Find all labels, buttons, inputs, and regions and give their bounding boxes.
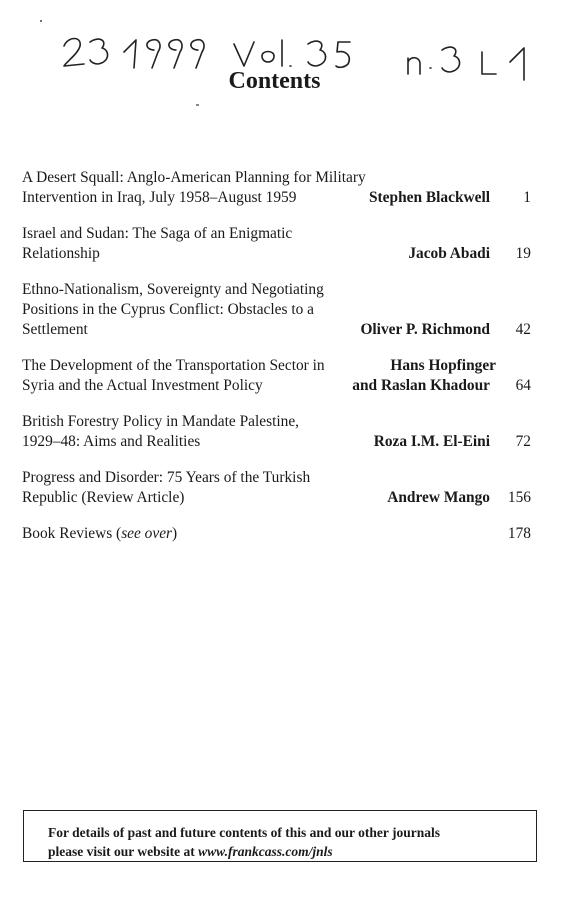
entry-author-first: Hans Hopfinger (390, 357, 496, 374)
entry-page-number: 42 (515, 321, 531, 338)
toc-entry (22, 168, 531, 208)
scan-speck (196, 104, 199, 106)
book-reviews-note: see over (121, 525, 173, 542)
website-notice-prefix: please visit our website at (48, 844, 199, 859)
entry-page-number: 1 (523, 189, 531, 206)
entry-page-number: 156 (507, 489, 531, 506)
entry-title-line: Ethno-Nationalism, Sovereignty and Negotiating (22, 281, 324, 298)
website-notice-line2 (48, 842, 440, 861)
entry-title-line: Intervention in Iraq, July 1958–August 1959 (22, 189, 297, 206)
website-notice-box (23, 810, 537, 862)
toc-entry (22, 412, 531, 452)
entry-title-line: Progress and Disorder: 75 Years of the Turkish (22, 469, 311, 486)
entry-title-line: Syria and the Actual Investment Policy (22, 377, 263, 394)
entry-title-line: Israel and Sudan: The Saga of an Enigmatic (22, 225, 293, 242)
book-reviews-label: Book Reviews (22, 525, 113, 542)
entry-title-line: British Forestry Policy in Mandate Palestine, (22, 413, 300, 430)
table-of-contents (22, 168, 531, 560)
toc-entry (22, 280, 531, 340)
entry-title-line: Settlement (22, 321, 88, 338)
ink-dot (40, 20, 42, 22)
toc-entry (22, 224, 531, 264)
website-notice-line1: For details of past and future contents of this and our other journals (48, 825, 441, 840)
page-title: Contents (228, 68, 321, 94)
entry-author: Roza I.M. El-Eini (373, 433, 490, 450)
entry-title-line: Positions in the Cyprus Conflict: Obstacles to a (22, 301, 314, 318)
toc-entry (22, 468, 531, 508)
entry-title-line: Relationship (22, 245, 100, 262)
entry-title-line: The Development of the Transportation Sector in (22, 357, 325, 374)
entry-author: and Raslan Khadour (352, 377, 490, 394)
entry-author: Stephen Blackwell (369, 189, 490, 206)
entry-page-number: 178 (507, 525, 531, 542)
entry-page-number: 19 (515, 245, 531, 262)
entry-page-number: 72 (515, 433, 531, 450)
website-url: www.frankcass.com/jnls (198, 844, 333, 859)
entry-title-line: 1929–48: Aims and Realities (22, 433, 201, 450)
entry-author: Oliver P. Richmond (360, 321, 490, 338)
entry-title-line: A Desert Squall: Anglo-American Planning for Military (22, 169, 366, 186)
entry-title-line: Republic (Review Article) (22, 489, 185, 506)
website-notice-text (48, 823, 440, 861)
entry-author: Andrew Mango (387, 489, 490, 506)
toc-entry (22, 356, 531, 396)
entry-author: Jacob Abadi (408, 245, 490, 262)
toc-entry-book-reviews: Book Reviews (see over) 178 (22, 525, 531, 542)
entry-page-number: 64 (515, 377, 531, 394)
